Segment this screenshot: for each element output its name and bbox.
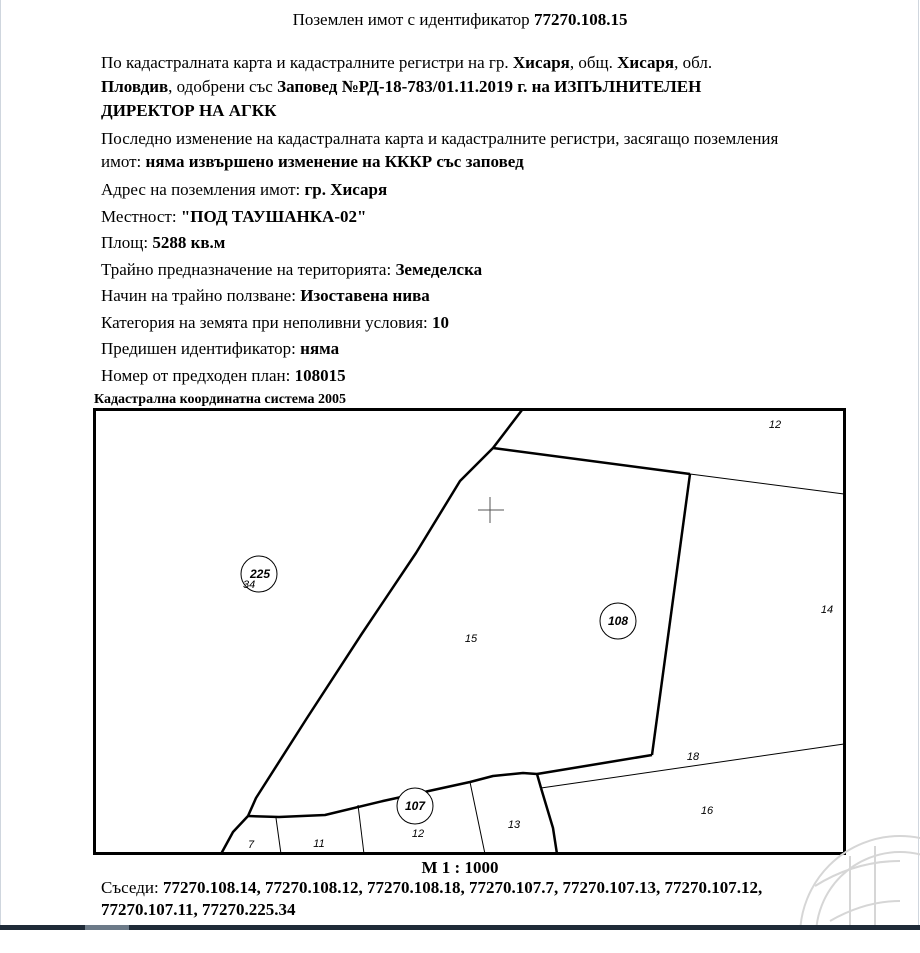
- registry-line-2: [101, 75, 861, 99]
- coordinate-system-label: Кадастрална координатна система 2005: [94, 392, 346, 407]
- parcel-label-14: 14: [820, 604, 834, 616]
- registry-text: , одобрени със: [168, 77, 278, 96]
- registry-line-3: [101, 99, 861, 123]
- locality-label: Местност:: [101, 207, 181, 226]
- prev-id-row: [101, 337, 861, 361]
- parcel-label-12: 12: [768, 419, 782, 431]
- purpose-row: [101, 258, 861, 282]
- city-value: Хисаря: [512, 53, 570, 72]
- block-number: 108: [607, 614, 629, 628]
- area-label: Площ:: [101, 233, 153, 252]
- usage-value: Изоставена нива: [300, 286, 430, 305]
- block-107: [397, 788, 433, 824]
- category-row: [101, 311, 861, 335]
- parcel-label-16: 16: [700, 805, 714, 817]
- page-title: [0, 10, 920, 30]
- parcel-label-15: 15: [464, 633, 478, 645]
- neighbors-list: [101, 877, 861, 921]
- neighbors-label: Съседи:: [101, 878, 163, 897]
- neighbors-line-2: 77270.107.11, 77270.225.34: [101, 900, 296, 919]
- parcel-label-13: 13: [507, 819, 521, 831]
- parcel-label-11: 11: [313, 838, 325, 850]
- registry-line-1: [101, 51, 861, 75]
- usage-label: Начин на трайно ползване:: [101, 286, 301, 305]
- neighbors-line-1: 77270.108.14, 77270.108.12, 77270.108.18, 77270.107.7, 77270.107.13, 77270.107.12,: [162, 878, 763, 897]
- parcel-label-12-bottom: 12: [411, 828, 425, 840]
- parcel-label-7: 7: [247, 839, 255, 851]
- crosshair-icon: [478, 497, 504, 523]
- last-change-line-1: [101, 127, 861, 151]
- title-identifier: 77270.108.15: [533, 10, 628, 29]
- prev-plan-row: [101, 364, 861, 388]
- municipality-value: Хисаря: [617, 53, 675, 72]
- block-number: 107: [404, 799, 426, 813]
- last-change-line-2: [101, 150, 861, 174]
- prev-plan-label: Номер от предходен план:: [101, 366, 295, 385]
- order-value-cont: ДИРЕКТОР НА АГКК: [101, 101, 277, 120]
- title-prefix: Поземлен имот с идентификатор: [292, 10, 534, 29]
- purpose-label: Трайно предназначение на територията:: [101, 260, 396, 279]
- horizontal-scrollbar[interactable]: [0, 925, 920, 930]
- parcel-label-18: 18: [686, 751, 700, 763]
- address-value: гр. Хисаря: [304, 180, 388, 199]
- registry-text: , обл.: [674, 53, 713, 72]
- usage-row: [101, 284, 861, 308]
- area-row: [101, 231, 861, 255]
- prev-id-label: Предишен идентификатор:: [101, 339, 301, 358]
- map-frame: [95, 410, 845, 854]
- parcel-label-34: 34: [243, 579, 256, 591]
- locality-value: "ПОД ТАУШАНКА-02": [180, 207, 367, 226]
- scrollbar-thumb[interactable]: [85, 925, 129, 930]
- address-row: [101, 178, 861, 202]
- registry-text: По кадастралната карта и кадастралните регистри на гр.: [101, 53, 513, 72]
- registry-text: , общ.: [569, 53, 618, 72]
- block-number: 225: [249, 567, 271, 581]
- area-value: 5288 кв.м: [152, 233, 226, 252]
- address-label: Адрес на поземления имот:: [101, 180, 305, 199]
- region-value: Пловдив: [101, 77, 169, 96]
- last-change-text: Последно изменение на кадастралната карта и кадастралните регистри, засягащо поземления: [101, 129, 779, 148]
- locality-row: [101, 205, 861, 229]
- order-value: Заповед №РД-18-783/01.11.2019 г. на ИЗПЪЛНИТЕЛЕН: [277, 77, 702, 96]
- category-value: 10: [432, 313, 450, 332]
- prev-plan-value: 108015: [294, 366, 346, 385]
- last-change-value: няма извършено изменение на КККР със заповед: [145, 152, 524, 171]
- prev-id-value: няма: [300, 339, 340, 358]
- last-change-label: имот:: [101, 152, 146, 171]
- thin-boundaries: [276, 474, 844, 854]
- purpose-value: Земеделска: [395, 260, 483, 279]
- map-scale: М 1 : 1000: [421, 858, 499, 877]
- category-label: Категория на земята при неполивни условия:: [101, 313, 433, 332]
- cadastral-map: [93, 408, 846, 855]
- block-108: [600, 603, 636, 639]
